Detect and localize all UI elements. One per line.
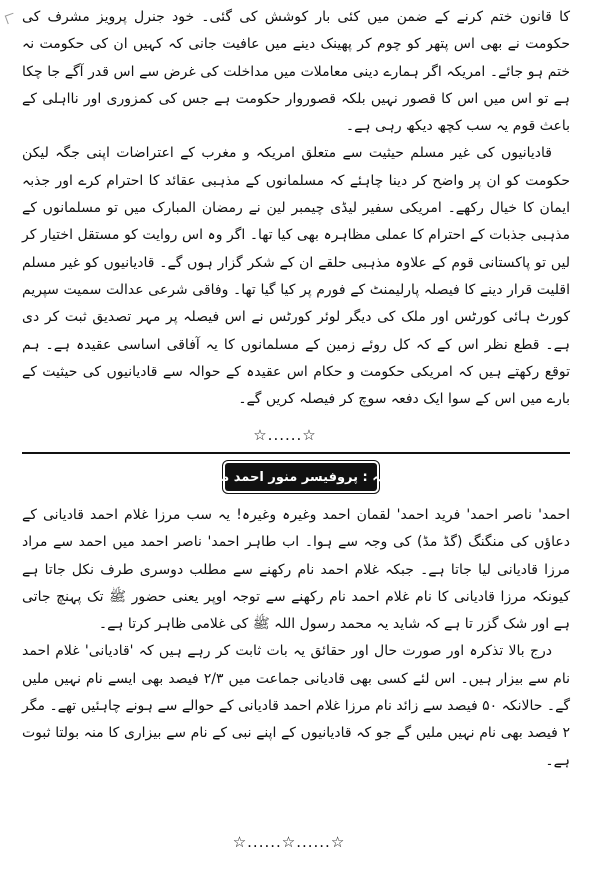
page-corner-mark — [5, 13, 17, 25]
continuation-badge-label: بقیہ : پروفیسر منور احمد ملک — [202, 469, 400, 485]
article-section-continued — [22, 502, 570, 775]
paragraph: قادیانیوں کی غیر مسلم حیثیت سے متعلق امریکہ و مغرب کے اعتراضات اپنی جگہ لیکن حکومت کو ان پر واضح کر دینا چاہئے کہ مسلمانوں کے مذہبی عقائد کا احترام کرے اور جذبہ ایمان کا خیال رکھے۔ امریکی سفیر لیڈی چیمبر لین نے رمضان المبارک میں تو مسلمانوں کے مذہبی جذبات کے احترام کا عملی مظاہرہ بھی کیا تھا۔ اگر وہ اس روایت کو مستقل اختیار کر لیں تو پاکستانی قوم کے علاوہ مذہبی حلقے ان کے شکر گزار ہوں گے۔ قادیانیوں کو غیر مسلم اقلیت قرار دینے کا فیصلہ پارلیمنٹ کے فورم پر کیا گیا تھا۔ وفاقی شرعی عدالت سمیت سپریم کورٹ ہائی کورٹس اور ملک کی دیگر لوئر کورٹس نے اس فیصلہ پر مہر تصدیق ثبت کر دی ہے۔ قطع نظر اس کے کہ کل روئے زمین کے مسلمانوں کا یہ آفاقی اساسی عقیدہ ہے۔ ہم توقع رکھتے ہیں کہ امریکی حکومت و حکام اس عقیدہ کے حوالہ سے قادیانیوں کی حیثیت کے بارے میں اس کے سوا ایک دفعہ سوچ کر فیصلہ کریں گے۔ — [22, 145, 570, 408]
paragraph: احمد' ناصر احمد' فرید احمد' لقمان احمد وغیرہ وغیرہ! یہ سب مرزا غلام احمد قادیانی کے دعاؤں کی منگنگ (گڈ مڈ) کی وجہ سے ہوا۔ اب طاہر احمد' ناصر احمد میں احمد سے مراد مرزا قادیانی لیا جاتا ہے۔ جبکہ غلام احمد نام رکھنے سے مطلب دوسری طرف نکل جاتا ہے کیونکہ مرزا قادیانی کا نام غلام احمد نام رکھنے سے توجہ اوپر یعنی حضور ﷺ تک پہنچ جاتی ہے اور شک گزر تا ہے کہ شاید یہ محمد رسول اللہ ﷺ کی غلامی ظاہر کرتا ہے۔ — [22, 507, 570, 633]
continuation-badge — [202, 463, 400, 491]
star-separator-end: ☆......☆......☆ — [232, 833, 346, 851]
article-section-top — [22, 4, 570, 413]
paragraph: درج بالا تذکرہ اور صورت حال اور حقائق یہ بات ثابت کر رہے ہیں کہ 'قادیانی' غلام احمد نام سے بیزار ہیں۔ اس لئے کسی بھی قادیانی جماعت میں ۲/۳ فیصد بھی ایسے نام نہیں ملیں گے۔ حالانکہ ۵۰ فیصد سے زائد نام مرزا غلام احمد قادیانی کے حوالے سے ہونے چاہئیں تھے۔ مگر ۲ فیصد بھی نام نہیں ملیں گے جو کہ قادیانیوں کے اپنے نبی کے نام سے بیزاری کا منہ بولتا ثبوت ہے۔ — [22, 643, 571, 769]
star-separator: ☆......☆ — [253, 426, 317, 444]
section-divider — [22, 452, 570, 454]
paragraph: کا قانون ختم کرنے کے ضمن میں کئی بار کوشش کی گئی۔ خود جنرل پرویز مشرف کی حکومت نے بھی اس پتھر کو چوم کر پھینک دینے میں عافیت جانی کہ کہیں ان کی حکومت نہ ختم ہو جائے۔ امریکہ اگر ہمارے دینی معاملات میں مداخلت کی غرض سے اس قدر آگے جا چکا ہے تو اس میں اس کا قصور نہیں بلکہ قصوروار حکومت ہے جس کی کمزوری اور نااہلی کے باعث قوم یہ سب کچھ دیکھ رہی ہے۔ — [22, 9, 570, 135]
